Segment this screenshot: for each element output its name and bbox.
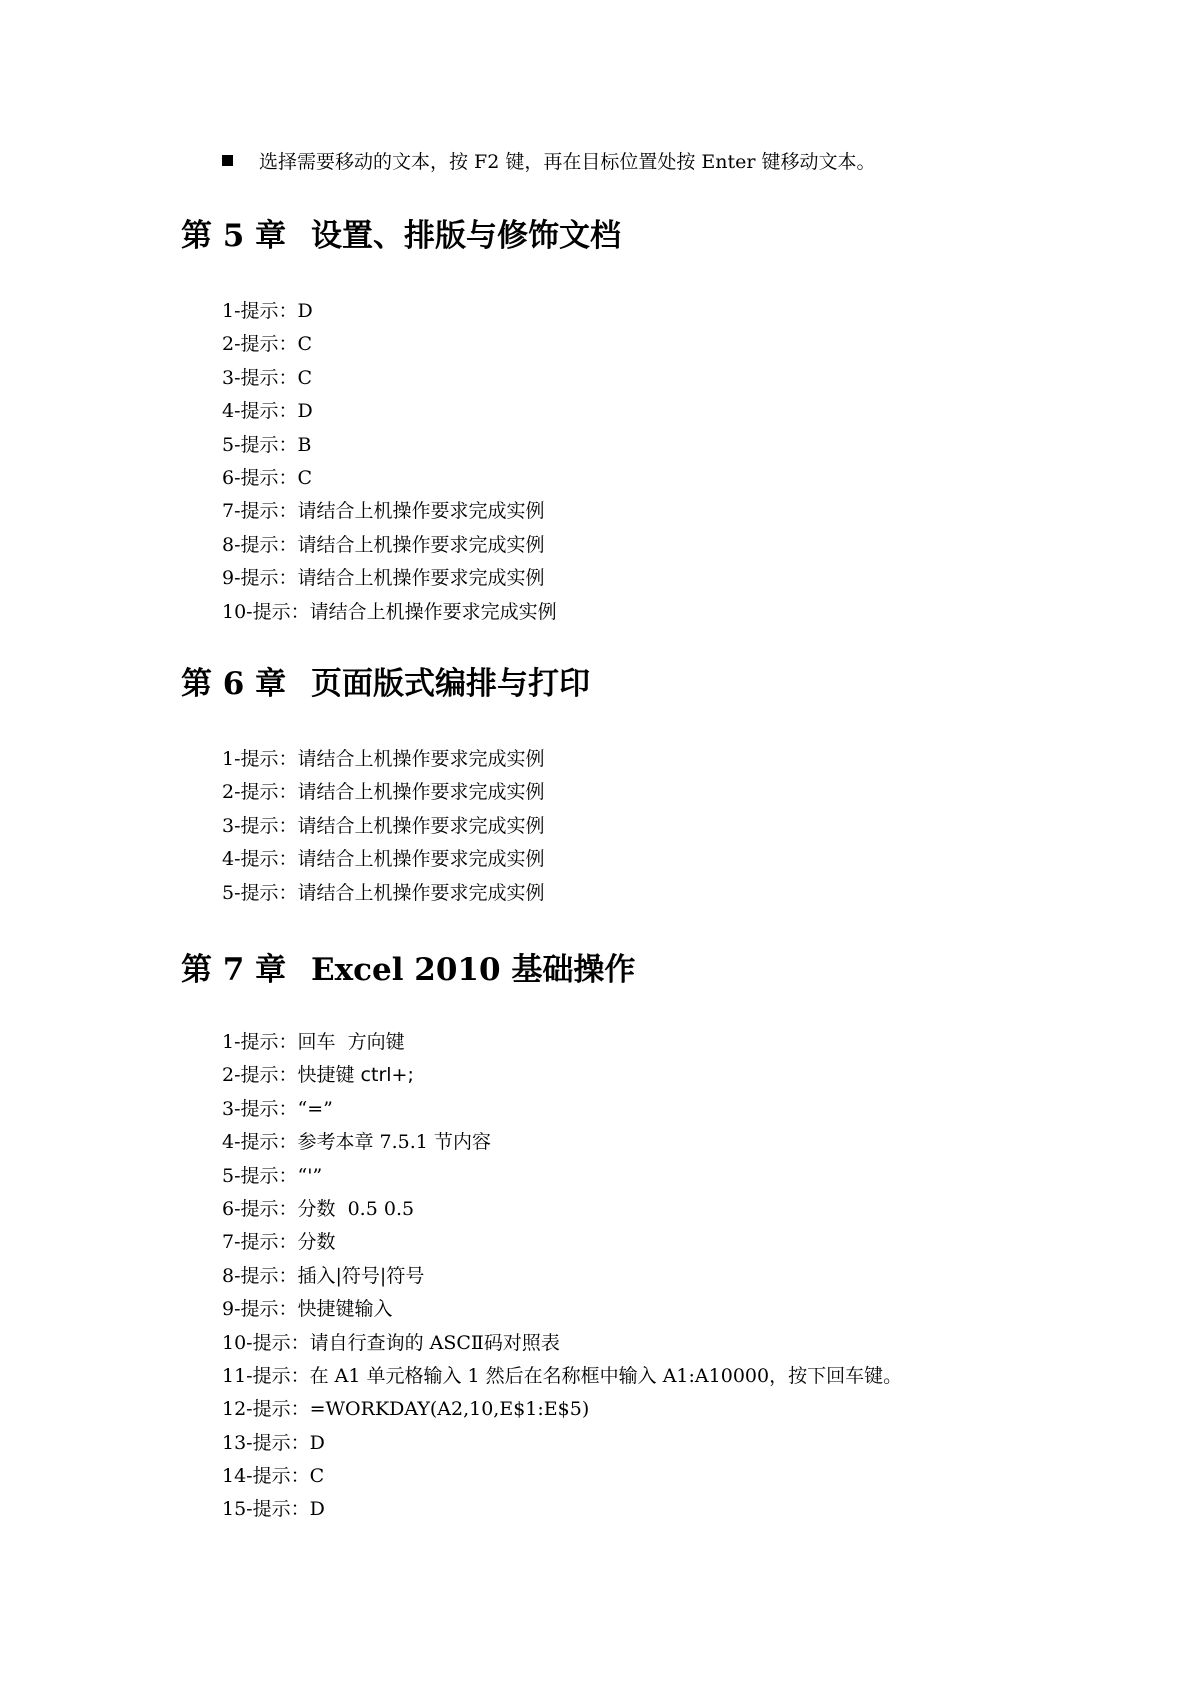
answer-text: “=”: [297, 1097, 333, 1120]
chapter-6-heading: [181, 664, 590, 704]
answer-text: D: [297, 400, 313, 423]
answer-prefix: 8-提示：: [222, 533, 298, 556]
answer-item: [222, 776, 545, 809]
chapter-number: 第 7 章: [181, 952, 287, 988]
answer-prefix: 6-提示：: [222, 1197, 298, 1220]
answer-item: [222, 362, 557, 395]
chapter-6-answer-list: [222, 743, 545, 910]
answer-text: 请结合上机操作要求完成实例: [297, 748, 545, 770]
answer-text: 分数: [297, 1231, 336, 1254]
answer-prefix: 5-提示：: [222, 433, 298, 456]
intro-bullet-text: 选择需要移动的文本，按 F2 键，再在目标位置处按 Enter 键移动文本。: [259, 151, 876, 173]
answer-item: [222, 1126, 902, 1159]
chapter-5-answer-list: [222, 295, 557, 629]
answer-text: 请结合上机操作要求完成实例: [297, 567, 545, 590]
intro-bullet-item: [222, 148, 876, 176]
answer-prefix: 9-提示：: [222, 567, 298, 590]
answer-prefix: 3-提示：: [222, 1097, 298, 1120]
answer-item: [222, 596, 557, 629]
answer-text: 分数 0.5 0.5: [297, 1197, 415, 1220]
answer-prefix: 4-提示：: [222, 1131, 298, 1154]
answer-text: 请结合上机操作要求完成实例: [297, 881, 545, 904]
answer-prefix: 2-提示：: [222, 1064, 298, 1087]
answer-item: [222, 395, 557, 428]
answer-prefix: 8-提示：: [222, 1264, 298, 1287]
answer-text: 请结合上机操作要求完成实例: [297, 814, 545, 837]
answer-item: [222, 743, 545, 776]
answer-item: [222, 1026, 902, 1059]
answer-text: 请结合上机操作要求完成实例: [297, 848, 545, 871]
answer-prefix: 3-提示：: [222, 814, 298, 837]
answer-text: 插入|符号|符号: [297, 1264, 425, 1287]
answer-prefix: 2-提示：: [222, 333, 298, 356]
answer-text: C: [297, 466, 313, 489]
answer-item: [222, 529, 557, 562]
answer-item: [222, 877, 545, 910]
answer-text: B: [297, 433, 312, 456]
answer-text: =WORKDAY(A2,10,E$1:E$5): [309, 1398, 590, 1421]
answer-item: [222, 328, 557, 361]
chapter-number: 第 5 章: [181, 218, 287, 254]
answer-text: 请结合上机操作要求完成实例: [297, 781, 545, 804]
chapter-title: 页面版式编排与打印: [311, 666, 590, 702]
answer-text: C: [297, 333, 313, 356]
answer-prefix: 15-提示：: [222, 1498, 310, 1521]
answer-prefix: 1-提示：: [222, 748, 298, 770]
chapter-7-heading: [181, 950, 635, 990]
answer-text: D: [309, 1498, 325, 1521]
answer-item: [222, 1293, 902, 1326]
answer-prefix: 6-提示：: [222, 466, 298, 489]
answer-item: [222, 295, 557, 328]
answer-prefix: 5-提示：: [222, 1164, 298, 1187]
answer-item: [222, 1059, 902, 1092]
answer-item: [222, 462, 557, 495]
answer-text: 在 A1 单元格输入 1 然后在名称框中输入 A1:A10000，按下回车键。: [309, 1364, 903, 1387]
answer-text: 参考本章 7.5.1 节内容: [297, 1131, 491, 1154]
answer-prefix: 7-提示：: [222, 500, 298, 523]
answer-text: C: [309, 1465, 325, 1488]
answer-prefix: 10-提示：: [222, 1331, 310, 1354]
answer-text: 请自行查询的 ASCⅡ码对照表: [309, 1331, 560, 1354]
answer-text: “'”: [297, 1164, 323, 1187]
answer-item: [222, 1460, 902, 1493]
chapter-number: 第 6 章: [181, 666, 287, 702]
answer-prefix: 2-提示：: [222, 781, 298, 804]
answer-item: [222, 1427, 902, 1460]
answer-item: [222, 1393, 902, 1426]
chapter-title: Excel 2010 基础操作: [311, 952, 636, 988]
chapter-title: 设置、排版与修饰文档: [311, 218, 621, 254]
answer-item: [222, 1226, 902, 1259]
chapter-7-answer-list: [222, 1026, 902, 1527]
answer-prefix: 9-提示：: [222, 1298, 298, 1321]
answer-text: D: [297, 300, 313, 322]
square-bullet-icon: [222, 155, 233, 166]
answer-prefix: 10-提示：: [222, 600, 310, 623]
answer-item: [222, 1160, 902, 1193]
answer-item: [222, 562, 557, 595]
answer-item: [222, 495, 557, 528]
answer-item: [222, 1360, 902, 1393]
answer-prefix: 5-提示：: [222, 881, 298, 904]
answer-prefix: 11-提示：: [222, 1364, 310, 1387]
answer-item: [222, 1193, 902, 1226]
answer-text: C: [297, 366, 313, 389]
answer-prefix: 3-提示：: [222, 366, 298, 389]
answer-item: [222, 843, 545, 876]
answer-item: [222, 1093, 902, 1126]
answer-prefix: 12-提示：: [222, 1398, 310, 1421]
answer-prefix: 7-提示：: [222, 1231, 298, 1254]
answer-prefix: 4-提示：: [222, 848, 298, 871]
answer-item: [222, 1260, 902, 1293]
answer-prefix: 1-提示：: [222, 1031, 298, 1053]
answer-prefix: 14-提示：: [222, 1465, 310, 1488]
answer-item: [222, 1327, 902, 1360]
answer-prefix: 1-提示：: [222, 300, 298, 322]
answer-item: [222, 810, 545, 843]
answer-item: [222, 429, 557, 462]
answer-text: 快捷键输入: [297, 1298, 393, 1321]
answer-item: [222, 1493, 902, 1526]
answer-text: 请结合上机操作要求完成实例: [297, 533, 545, 556]
answer-prefix: 4-提示：: [222, 400, 298, 423]
answer-text: 请结合上机操作要求完成实例: [309, 600, 557, 623]
answer-text: D: [309, 1431, 325, 1454]
answer-text: 回车 方向键: [297, 1031, 405, 1053]
answer-text: 请结合上机操作要求完成实例: [297, 500, 545, 523]
answer-text: 快捷键 ctrl+;: [297, 1064, 414, 1087]
answer-prefix: 13-提示：: [222, 1431, 310, 1454]
chapter-5-heading: [181, 216, 621, 256]
